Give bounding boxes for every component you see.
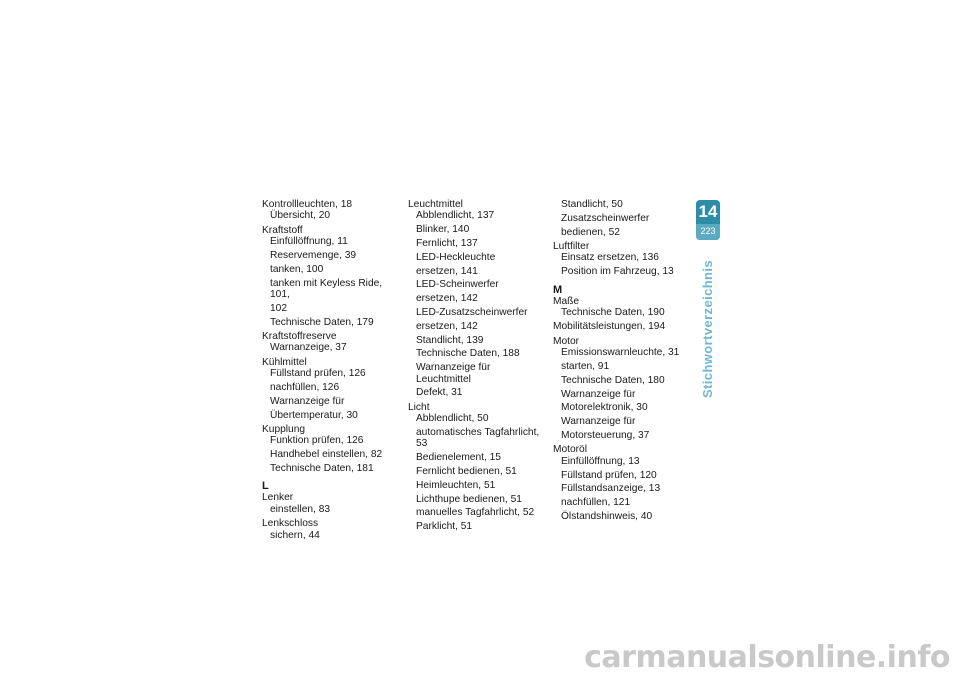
index-entry [553,296,693,319]
index-subentry: 102 [270,302,287,314]
index-subentry: LED-Zusatzscheinwerfer [416,306,528,318]
index-subentry: Blinker, 140 [416,224,470,236]
index-column-1 [262,199,402,544]
index-letter: L [262,480,269,493]
index-subentry: Standlicht, 139 [416,334,484,346]
index-entry [262,199,402,222]
index-subentry: LED-Heckleuchte [416,251,496,263]
index-subentry: Warnanzeige für Leuchtmittel [416,362,491,385]
index-subentry: automatisches Tagfahrlicht, 53 [416,426,540,450]
index-subentry: starten, 91 [561,361,610,373]
index-main-term: Kontrollleuchten, 18 [262,199,353,210]
index-entry [408,199,548,399]
index-letter: M [553,283,563,296]
index-main-term: Motor [553,335,580,347]
index-subentry: Technische Daten, 179 [270,316,374,328]
index-subentry: tanken, 100 [270,263,324,275]
index-subentry: Motorelektronik, 30 [561,402,648,414]
index-main-term: Motoröl [553,444,587,456]
index-column-2 [408,199,548,536]
index-subentry: ersetzen, 141 [416,265,478,277]
index-subentry: bedienen, 52 [561,226,620,238]
index-subentry: Technische Daten, 181 [270,463,374,475]
index-main-term: Lenkschloss [262,518,319,530]
index-main-term: Luftfilter [553,241,590,252]
index-subentry: Funktion prüfen, 126 [270,435,364,447]
index-subentry: Warnanzeige, 37 [270,342,347,354]
chapter-number: 14 [698,202,718,221]
index-subentry: Lichthupe bedienen, 51 [416,493,522,505]
index-entry [262,518,402,541]
index-entry [262,225,402,328]
index-subentry: Motorsteuerung, 37 [561,430,650,442]
index-subentry: Technische Daten, 180 [561,374,665,386]
index-subentry: Warnanzeige für [270,395,345,407]
index-subentry: Einfüllöffnung, 13 [561,455,640,467]
watermark: carmanualsonline.info [584,640,950,675]
index-column-3 [553,199,693,525]
index-subentry: Abblendlicht, 50 [416,413,489,425]
index-subentry: Ölstandshinweis, 40 [561,511,653,523]
index-subentry: einstellen, 83 [270,503,331,515]
index-subentry: Position im Fahrzeug, 13 [561,266,674,278]
index-subentry: Übersicht, 20 [270,210,331,222]
index-subentry: Handhebel einstellen, 82 [270,449,383,461]
chapter-tab [696,200,720,240]
chapter-title: Stichwortverzeichnis [700,259,715,398]
index-subentry: Fernlicht, 137 [416,238,478,249]
index-entry [262,357,402,421]
index-subentry: Fernlicht bedienen, 51 [416,465,517,477]
index-entry [553,444,693,522]
index-main-term: Kühlmittel [262,356,307,368]
index-main-term: Maße [553,295,580,307]
index-subentry: Technische Daten, 188 [416,348,520,360]
index-subentry: Einfüllöffnung, 11 [270,236,348,248]
index-subentry: Einsatz ersetzen, 136 [561,252,659,264]
index-entry [408,402,548,533]
index-entry [262,492,402,515]
index-subentry: nachfüllen, 121 [561,497,631,509]
index-subentry: Füllstand prüfen, 120 [561,469,657,481]
index-entry [553,199,693,238]
index-subentry: Warnanzeige für [561,388,636,400]
index-subentry: sichern, 44 [270,529,320,541]
index-subentry: Heimleuchten, 51 [416,479,496,491]
index-subentry: Füllstand prüfen, 126 [270,368,366,380]
index-subentry: Emissionswarnleuchte, 31 [561,347,680,359]
index-subentry: Zusatzscheinwerfer [561,212,650,224]
index-entry [262,424,402,474]
index-subentry: LED-Scheinwerfer [416,279,499,291]
index-subentry: manuelles Tagfahrlicht, 52 [416,507,535,519]
index-entry [262,331,402,354]
index-subentry: Abblendlicht, 137 [416,210,495,222]
index-subentry: Warnanzeige für [561,416,636,428]
index-main-term: Kraftstoff [262,224,303,236]
index-subentry: Defekt, 31 [416,387,463,399]
index-main-term: Leuchtmittel [408,199,463,210]
index-subentry: nachfüllen, 126 [270,382,340,394]
index-main-term: Kraftstoffreserve [262,331,337,343]
index-subentry: Übertemperatur, 30 [270,409,358,421]
index-main-term: Licht [408,401,430,413]
index-subentry: tanken mit Keyless Ride, 101, [270,277,383,301]
index-entry [553,241,693,278]
index-subentry: Reservemenge, 39 [270,250,357,262]
index-subentry: ersetzen, 142 [416,320,478,332]
index-subentry: Parklicht, 51 [416,521,473,533]
page-number: 223 [696,224,720,240]
index-entry [553,321,693,332]
index-entry [553,336,693,442]
index-main-term: Lenker [262,492,294,504]
index-main-term: Kupplung [262,424,306,436]
index-subentry: Füllstandsanzeige, 13 [561,483,661,495]
index-subentry: Standlicht, 50 [561,199,623,210]
index-subentry: ersetzen, 142 [416,293,478,305]
index-main-term: Mobilitätsleistungen, 194 [553,321,666,333]
index-subentry: Bedienelement, 15 [416,452,501,464]
index-subentry: Technische Daten, 190 [561,307,665,319]
